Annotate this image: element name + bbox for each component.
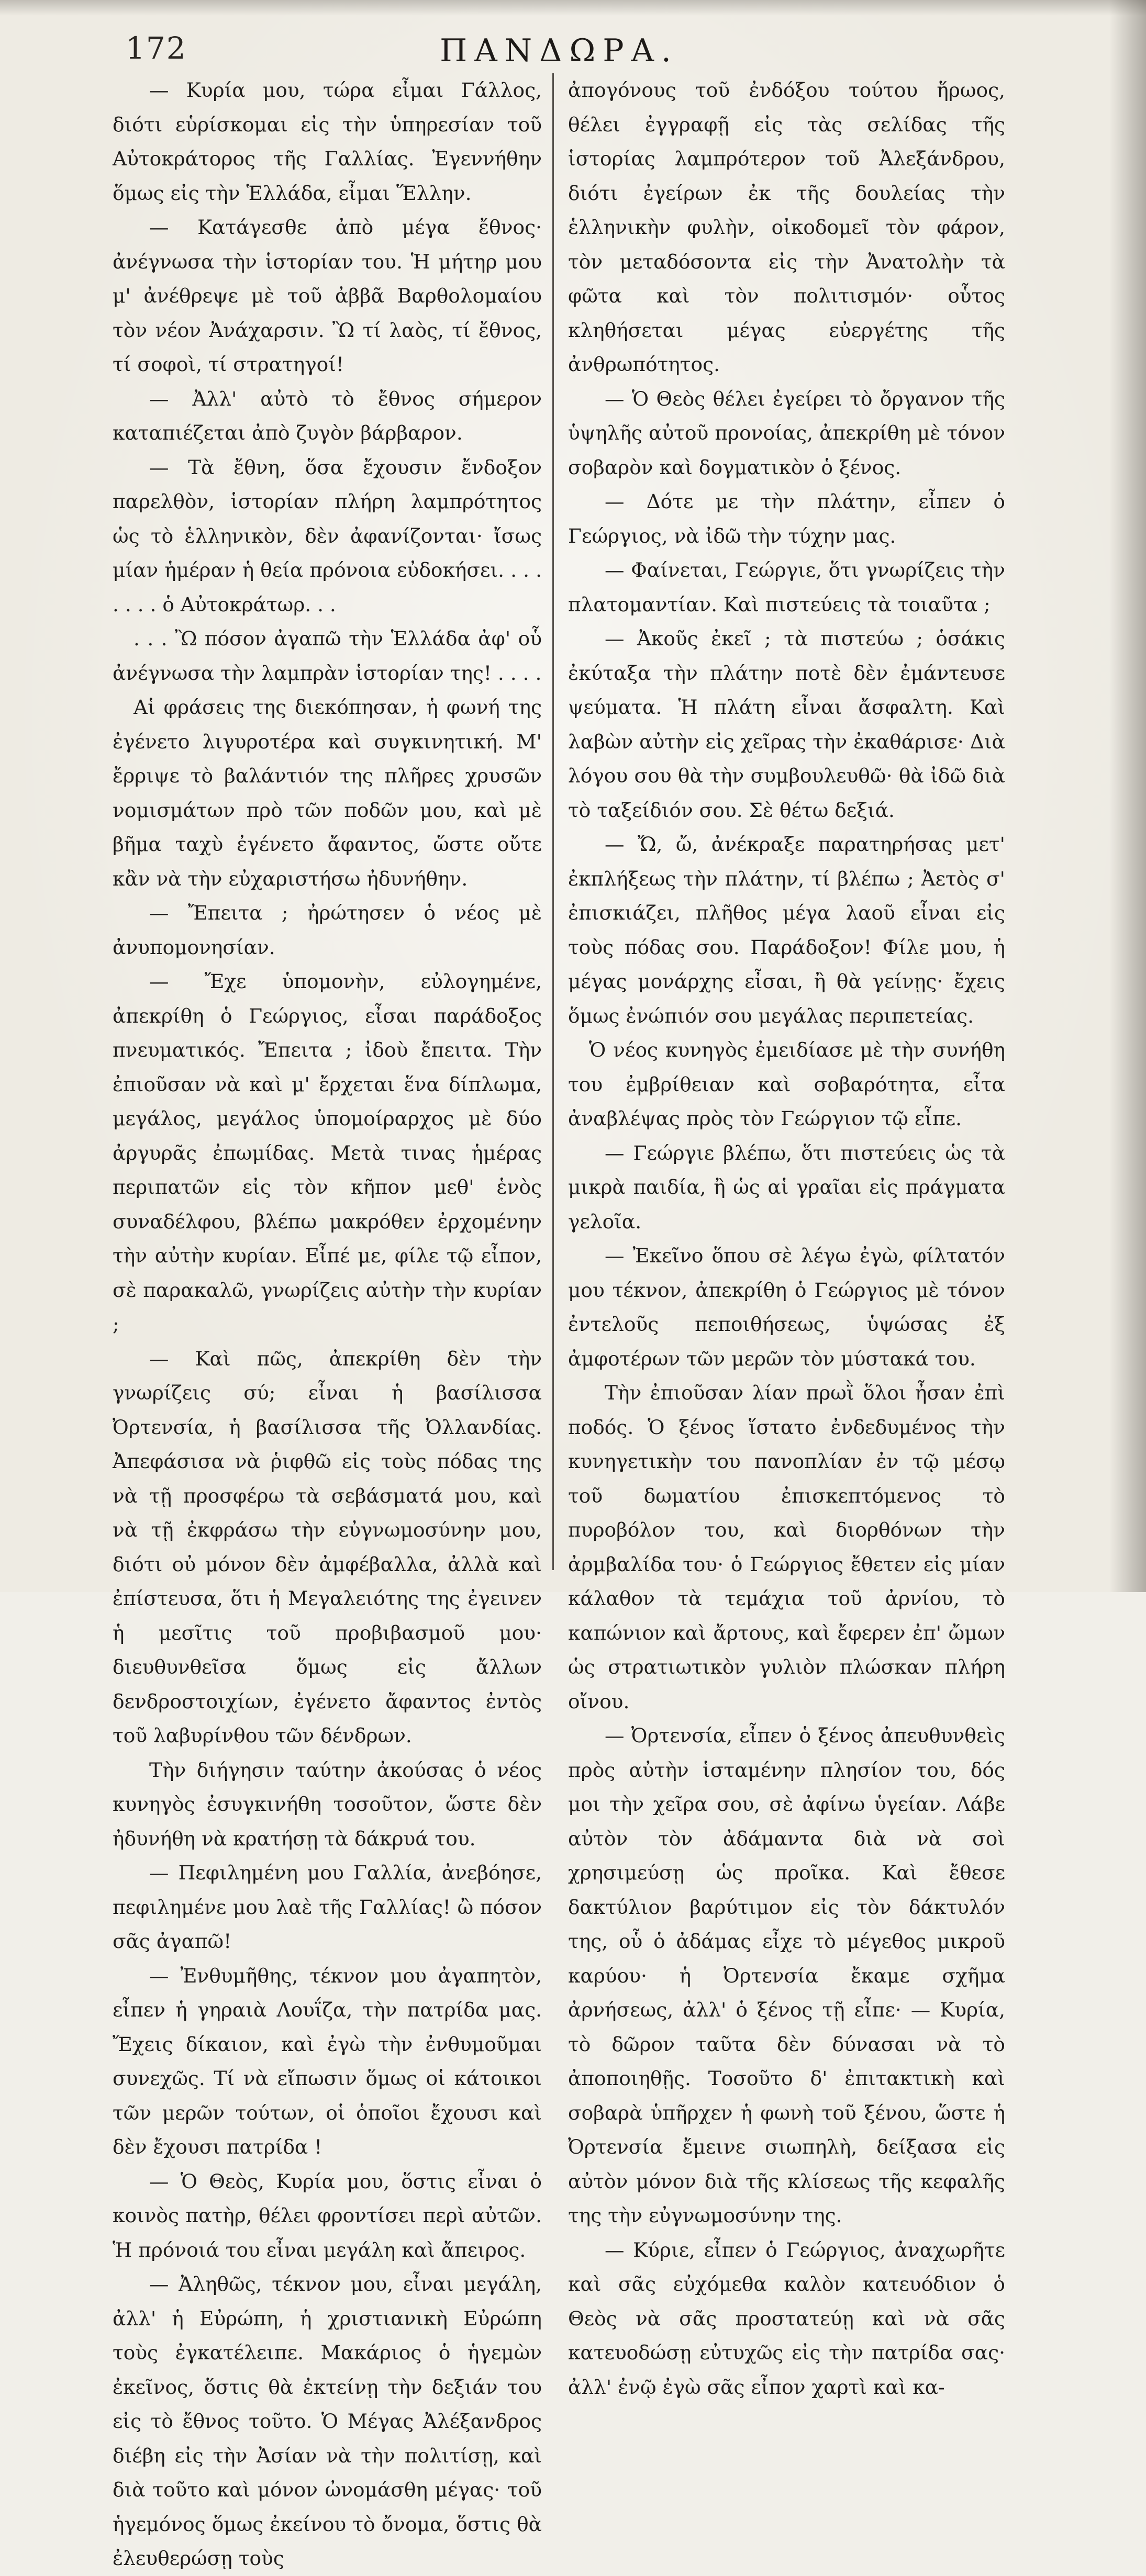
- right-text-column: [568, 73, 1005, 2399]
- column-divider: [552, 73, 554, 1570]
- paragraph: — Δότε με τὴν πλάτην, εἶπεν ὁ Γεώργιος, νὰ ἰδῶ τὴν τύχην μας.: [568, 490, 1005, 547]
- running-head-title: ΠΑΝΔΩΡΑ.: [440, 32, 679, 69]
- paragraph: ἀπογόνους τοῦ ἐνδόξου τούτου ἥρωος, θέλει ἐγγραφῇ εἰς τὰς σελίδας τῆς ἱστορίας λαμπρότερον τοῦ Ἀλεξάνδρου, διότι ἐγείρων ἐκ τῆς δουλείας τὴν ἑλληνικὴν φυλὴν, οἰκοδομεῖ τὸν φάρον, τὸν μεταδόσοντα εἰς τὴν Ἀνατολὴν τὰ φῶτα καὶ τὸν πολιτισμόν· οὗτος κληθήσεται μέγας εὐεργέτης τῆς ἀνθρωπότητος.: [568, 79, 1005, 376]
- paragraph: — Πεφιλημένη μου Γαλλία, ἀνεβόησε, πεφιλημένε μου λαὲ τῆς Γαλλίας! ὢ πόσον σᾶς ἀγαπῶ!: [113, 1861, 542, 1953]
- paragraph: — Ἀλλ' αὐτὸ τὸ ἔθνος σήμερον καταπιέζεται ἀπὸ ζυγὸν βάρβαρον.: [113, 387, 542, 444]
- paragraph: — Ἔχε ὑπομονὴν, εὐλογημένε, ἀπεκρίθη ὁ Γεώργιος, εἶσαι παράδοξος πνευματικός. Ἔπειτα ; ἰδοὺ ἔπειτα. Τὴν ἐπιοῦσαν νὰ καὶ μ' ἔρχεται ἕνα δίπλωμα, μεγάλος, μεγάλος ὑπομοίραρχος μὲ δύο ἀργυρᾶς ἐπωμίδας. Μετὰ τινας ἡμέρας περιπατῶν εἰς τὸν κῆπον μεθ' ἑνὸς συναδέλφου, βλέπω μακρόθεν ἐρχομένην τὴν αὐτὴν κυρίαν. Εἶπέ με, φίλε τῷ εἶπον, σὲ παρακαλῶ, γνωρίζεις αὐτὴν τὴν κυρίαν ;: [113, 970, 542, 1336]
- paragraph: — Καὶ πῶς, ἀπεκρίθη δὲν τὴν γνωρίζεις σύ; εἶναι ἡ βασίλισσα Ὀρτενσία, ἡ βασίλισσα τῆς Ὀλλανδίας. Ἀπεφάσισα νὰ ῥιφθῶ εἰς τοὺς πόδας της νὰ τῇ προσφέρω τὰ σεβάσματά μου, καὶ νὰ τῇ ἐκφράσω τὴν εὐγνωμοσύνην μου, διότι οὐ μόνον δὲν ἀμφέβαλλα, ἀλλὰ καὶ ἐπίστευσα, ὅτι ἡ Μεγαλειότης της ἐγεινεν ἡ μεσῖτις τοῦ προβιβασμοῦ μου· διευθυνθεῖσα ὅμως εἰς ἄλλων δενδροστοιχίων, ἐγένετο ἄφαντος ἐντὸς τοῦ λαβυρίνθου τῶν δένδρων.: [113, 1347, 542, 1747]
- paragraph: — Ἀκοῦς ἐκεῖ ; τὰ πιστεύω ; ὁσάκις ἐκύταξα τὴν πλάτην ποτὲ δὲν ἐμάντευσε ψεύματα. Ἡ πλάτη εἶναι ἄσφαλτη. Καὶ λαβὼν αὐτὴν εἰς χεῖρας τὴν ἐκαθάρισε· Διὰ λόγου σου θὰ τὴν συμβουλευθῶ· θὰ ἰδῶ διὰ τὸ ταξείδιόν σου. Σὲ θέτω δεξιά.: [568, 627, 1005, 822]
- paragraph: — Ἔπειτα ; ἠρώτησεν ὁ νέος μὲ ἀνυπομονησίαν.: [113, 901, 542, 959]
- paragraph: — Ὁ Θεὸς, Κυρία μου, ὅστις εἶναι ὁ κοινὸς πατὴρ, θέλει φροντίσει περὶ αὐτῶν. Ἡ πρόνοιά του εἶναι μεγάλη καὶ ἄπειρος.: [113, 2169, 542, 2261]
- paragraph: — Τὰ ἔθνη, ὅσα ἔχουσιν ἔνδοξον παρελθὸν, ἱστορίαν πλήρη λαμπρότητος ὡς τὸ ἑλληνικὸν, δὲν ἀφανίζονται· ἴσως μίαν ἡμέραν ἡ θεία πρόνοια εὐδοκήσει. . . . . . . . ὁ Αὐτοκράτωρ. . .: [113, 455, 542, 616]
- page-number: 172: [126, 30, 187, 66]
- left-text-column: [113, 73, 542, 2570]
- paragraph: — Ἐκεῖνο ὅπου σὲ λέγω ἐγὼ, φίλτατόν μου τέκνον, ἀπεκρίθη ὁ Γεώργιος μὲ τόνον ἐντελοῦς πεποιθήσεως, ὑψώσας ἐξ ἀμφοτέρων τῶν μερῶν τὸν μύστακά του.: [568, 1244, 1005, 1370]
- paragraph: Τὴν διήγησιν ταύτην ἀκούσας ὁ νέος κυνηγὸς ἐσυγκινήθη τοσοῦτον, ὥστε δὲν ἠδυνήθη νὰ κρατήσῃ τὰ δάκρυά του.: [113, 1758, 542, 1850]
- paragraph: Αἱ φράσεις της διεκόπησαν, ἡ φωνή της ἐγένετο λιγυροτέρα καὶ συγκινητική. Μ' ἔρριψε τὸ βαλάντιόν της πλῆρες χρυσῶν νομισμάτων πρὸ τῶν ποδῶν μου, καὶ μὲ βῆμα ταχὺ ἐγένετο ἄφαντος, ὥστε οὔτε κἂν νὰ τὴν εὐχαριστήσω ἠδυνήθην.: [113, 696, 542, 890]
- paragraph: — Ὤ, ὤ, ἀνέκραξε παρατηρήσας μετ' ἐκπλήξεως τὴν πλάτην, τί βλέπω ; Ἀετὸς σ' ἐπισκιάζει, πλῆθος μέγα λαοῦ εἶναι εἰς τοὺς πόδας σου. Παράδοξον! Φίλε μου, ἡ μέγας μονάρχης εἶσαι, ἢ θὰ γείνῃς· ἔχεις ὅμως ἐνώπιόν σου μεγάλας περιπετείας.: [568, 833, 1005, 1027]
- paragraph: — Φαίνεται, Γεώργιε, ὅτι γνωρίζεις τὴν πλατομαντίαν. Καὶ πιστεύεις τὰ τοιαῦτα ;: [568, 558, 1005, 616]
- paragraph: — Κύριε, εἶπεν ὁ Γεώργιος, ἀναχωρῆτε καὶ σᾶς εὐχόμεθα καλὸν κατευόδιον ὁ Θεὸς νὰ σᾶς προστατεύῃ καὶ νὰ σᾶς κατευοδώσῃ εὐτυχῶς εἰς τὴν πατρίδα σας· ἀλλ' ἐνῷ ἐγὼ σᾶς εἶπον χαρτὶ καὶ κα-: [568, 2238, 1005, 2399]
- paragraph: — Κυρία μου, τώρα εἶμαι Γάλλος, διότι εὑρίσκομαι εἰς τὴν ὑπηρεσίαν τοῦ Αὐτοκράτορος τῆς Γαλλίας. Ἐγεννήθην ὅμως εἰς τὴν Ἑλλάδα, εἶμαι Ἕλλην.: [113, 79, 542, 205]
- paragraph: . . . Ὢ πόσον ἀγαπῶ τὴν Ἑλλάδα ἀφ' οὗ ἀνέγνωσα τὴν λαμπρὰν ἱστορίαν της! . . . .: [113, 627, 542, 685]
- paragraph: — Ἐνθυμῆθης, τέκνον μου ἀγαπητὸν, εἶπεν ἡ γηραιὰ Λουΐζα, τὴν πατρίδα μας. Ἔχεις δίκαιον, καὶ ἐγὼ τὴν ἐνθυμοῦμαι συνεχῶς. Τί νὰ εἴπωσιν ὅμως οἱ κάτοικοι τῶν μερῶν τούτων, οἱ ὁποῖοι ἔχουσι καὶ δὲν ἔχουσι πατρίδα !: [113, 1964, 542, 2158]
- paragraph: Ὁ νέος κυνηγὸς ἐμειδίασε μὲ τὴν συνήθη του ἐμβρίθειαν καὶ σοβαρότητα, εἶτα ἀναβλέψας πρὸς τὸν Γεώργιον τῷ εἶπε.: [568, 1038, 1005, 1130]
- paragraph: — Ὀρτενσία, εἶπεν ὁ ξένος ἀπευθυνθεὶς πρὸς αὐτὴν ἱσταμένην πλησίον του, δός μοι τὴν χεῖρα σου, σὲ ἀφίνω ὑγείαν. Λάβε αὐτὸν τὸν ἀδάμαντα διὰ νὰ σοὶ χρησιμεύσῃ ὡς προῖκα. Καὶ ἔθεσε δακτύλιον βαρύτιμον εἰς τὸν δάκτυλόν της, οὗ ὁ ἀδάμας εἶχε τὸ μέγεθος μικροῦ καρύου· ἡ Ὀρτενσία ἔκαμε σχῆμα ἀρνήσεως, ἀλλ' ὁ ξένος τῇ εἶπε· — Κυρία, τὸ δῶρον ταῦτα δὲν δύνασαι νὰ τὸ ἀποποιηθῇς. Τοσοῦτο δ' ἐπιτακτικὴ καὶ σοβαρὰ ὑπῆρχεν ἡ φωνὴ τοῦ ξένου, ὥστε ἡ Ὀρτενσία ἔμεινε σιωπηλὴ, δείξασα εἰς αὐτὸν μόνον διὰ τῆς κλίσεως τῆς κεφαλῆς της τὴν εὐγνωμοσύνην της.: [568, 1724, 1005, 2227]
- paragraph: — Γεώργιε βλέπω, ὅτι πιστεύεις ὡς τὰ μικρὰ παιδία, ἢ ὡς αἱ γραῖαι εἰς πράγματα γελοῖα.: [568, 1141, 1005, 1233]
- paragraph: Τὴν ἐπιοῦσαν λίαν πρωῒ ὅλοι ἦσαν ἐπὶ ποδός. Ὁ ξένος ἵστατο ἐνδεδυμένος τὴν κυνηγετικὴν του πανοπλίαν ἐν τῷ μέσῳ τοῦ δωματίου ἐπισκεπτόμενος τὸ πυροβόλον του, καὶ διορθόνων τὴν ἀρμβαλίδα του· ὁ Γεώργιος ἔθετεν εἰς μίαν κάλαθον τὰ τεμάχια τοῦ ἀρνίου, τὸ καπώνιον καὶ ἄρτους, καὶ ἔφερεν ἐπ' ὤμων ὡς στρατιωτικὸν γυλιὸν πλώσκαν πλήρη οἴνου.: [568, 1381, 1005, 1713]
- paragraph: — Ὁ Θεὸς θέλει ἐγείρει τὸ ὄργανον τῆς ὑψηλῆς αὐτοῦ προνοίας, ἀπεκρίθη μὲ τόνον σοβαρὸν καὶ δογματικὸν ὁ ξένος.: [568, 387, 1005, 479]
- page-top-shadow: [0, 0, 1146, 16]
- paragraph: — Κατάγεσθε ἀπὸ μέγα ἔθνος· ἀνέγνωσα τὴν ἱστορίαν του. Ἡ μήτηρ μου μ' ἀνέθρεψε μὲ τοῦ ἀββᾶ Βαρθολομαίου τὸν νέον Ἀνάχαρσιν. Ὢ τί λαὸς, τί ἔθνος, τί σοφοὶ, τί στρατηγοί!: [113, 216, 542, 376]
- paragraph: — Ἀληθῶς, τέκνον μου, εἶναι μεγάλη, ἀλλ' ἡ Εὐρώπη, ἡ χριστιανικὴ Εὐρώπη τοὺς ἐγκατέλειπε. Μακάριος ὁ ἡγεμὼν ἐκεῖνος, ὅστις θὰ ἐκτείνῃ τὴν δεξιάν του εἰς τὸ ἔθνος τοῦτο. Ὁ Μέγας Ἀλέξανδρος διέβη εἰς τὴν Ἀσίαν νὰ τὴν πολιτίσῃ, καὶ διὰ τοῦτο καὶ μόνον ὠνομάσθη μέγας· τοῦ ἡγεμόνος ὅμως ἐκείνου τὸ ὄνομα, ὅστις θὰ ἐλευθερώσῃ τοὺς: [113, 2272, 542, 2570]
- page-edge-shadow: [1109, 0, 1146, 1592]
